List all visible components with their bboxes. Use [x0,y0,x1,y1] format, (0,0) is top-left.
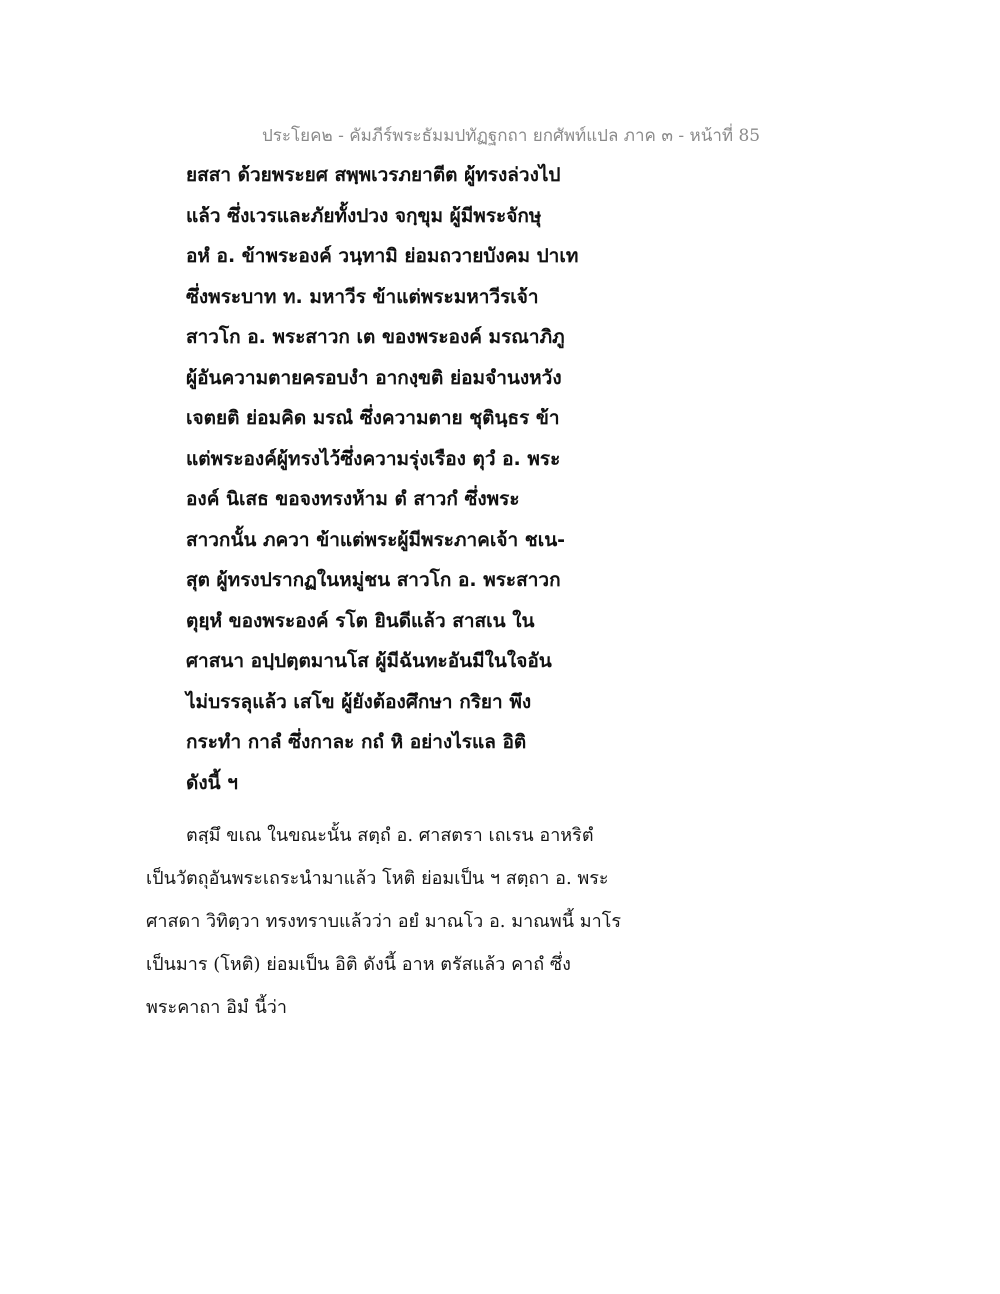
prose-line: เป็นมาร (โหติ) ย่อมเป็น อิติ ดังนี้ อาห ตรัสแล้ว คาถํ ซึ่ง [146,954,571,975]
prose-line: ศาสดา วิทิตฺวา ทรงทราบแล้วว่า อยํ มาณโว อ. มาณพนี้ มาโร [146,911,622,932]
verse-translation-block [186,155,606,803]
verse-line: กระทำ กาลํ ซึ่งกาละ กถํ หิ อย่างไรแล อิติ [186,731,527,753]
prose-line: เป็นวัตถุอันพระเถระนำมาแล้ว โหติ ย่อมเป็น ฯ สตฺถา อ. พระ [146,868,609,889]
verse-line: ไม่บรรลุแล้ว เสโข ผู้ยังต้องศึกษา กริยา พึง [186,690,532,713]
verse-line: ผู้อันความตายครอบงำ อากงฺขติ ย่อมจำนงหวัง [186,366,562,389]
verse-line: สาวโก อ. พระสาวก เต ของพระองค์ มรณาภิภู [186,326,565,348]
prose-line: ตสฺมึ ขเณ ในขณะนั้น สตฺถํ อ. ศาสตรา เถเรน อาหริตํ [186,825,594,846]
verse-line: เจตยติ ย่อมคิด มรณํ ซึ่งความตาย ชุตินฺธร ข้า [186,407,560,429]
verse-line: อหํ อ. ข้าพระองค์ วนฺทามิ ย่อมถวายบังคม ปาเท [186,245,579,267]
verse-line: สาวกนั้น ภควา ข้าแต่พระผู้มีพระภาคเจ้า ชเน- [186,528,566,551]
verse-line: แต่พระองค์ผู้ทรงไว้ซึ่งความรุ่งเรือง ตุวํ อ. พระ [186,447,561,470]
running-header: ประโยค๒ - คัมภีร์พระธัมมปทัฏฐกถา ยกศัพท์แปล ภาค ๓ - หน้าที่ 85 [262,126,761,146]
verse-line: องค์ นิเสธ ขอจงทรงห้าม ตํ สาวกํ ซึ่งพระ [186,488,520,510]
prose-line: พระคาถา อิมํ นี้ว่า [146,997,287,1018]
verse-line: ยสสา ด้วยพระยศ สพฺพเวรภยาตีต ผู้ทรงล่วงไป [186,164,561,186]
verse-line: แล้ว ซึ่งเวรและภัยทั้งปวง จกฺขุม ผู้มีพระจักษุ [186,204,542,227]
verse-line: ศาสนา อปฺปตฺตมานโส ผู้มีฉันทะอันมีในใจอัน [186,650,552,672]
verse-line: ซึ่งพระบาท ท. มหาวีร ข้าแต่พระมหาวีรเจ้า [186,285,539,308]
verse-line: ตุยฺหํ ของพระองค์ รโต ยินดีแล้ว สาสเน ใน [186,609,535,632]
prose-paragraph [146,814,666,1029]
verse-line: ดังนี้ ฯ [186,771,238,794]
verse-line: สุต ผู้ทรงปรากฏในหมู่ชน สาวโก อ. พระสาวก [186,569,561,591]
